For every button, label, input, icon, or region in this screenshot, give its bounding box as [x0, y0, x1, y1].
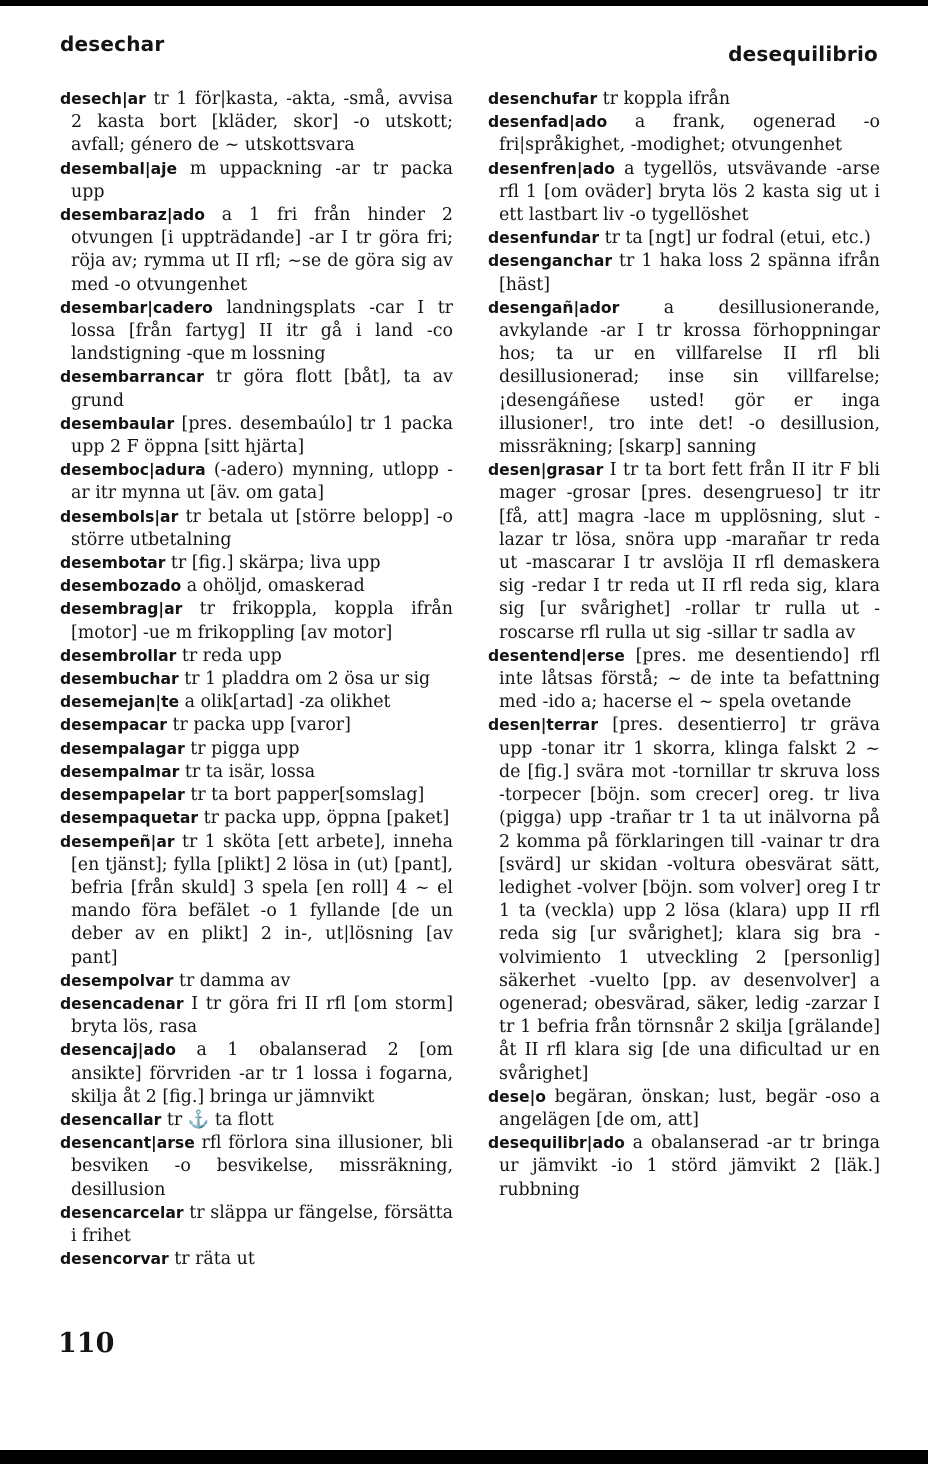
- entry-headword: desempeñ|ar: [60, 832, 175, 851]
- dictionary-entry: [60, 1202, 453, 1248]
- entry-headword: desembotar: [60, 554, 166, 573]
- dictionary-entry: [60, 552, 453, 575]
- entry-headword: desembarrancar: [60, 368, 204, 387]
- entry-definition: [pres. me desentiendo] rfl inte låtsas förstå; ~ de inte ta befattning med -ido a; hacerse el ~ spela ovetande: [499, 645, 880, 713]
- running-head-right: desequilibrio: [728, 42, 878, 66]
- entry-definition: tr räta ut: [168, 1249, 255, 1270]
- dictionary-entry: [60, 807, 453, 830]
- dictionary-entry: [60, 598, 453, 644]
- entry-definition: tr 1 för|kasta, -akta, -små, avvisa 2 kasta bort [kläder, skor] -o utskott; avfall; género de ~ utskottsvara: [71, 89, 453, 156]
- entry-headword: desech|ar: [60, 90, 146, 108]
- entry-headword: desenfundar: [488, 229, 600, 248]
- entry-headword: desen|grasar: [488, 461, 604, 480]
- entry-headword: desenchufar: [488, 90, 598, 108]
- dictionary-entry: [60, 1132, 453, 1202]
- entry-headword: desencaj|ado: [60, 1041, 176, 1060]
- entry-headword: desencant|arse: [60, 1134, 195, 1153]
- dictionary-entry: [60, 204, 453, 297]
- entry-headword: desencadenar: [60, 994, 184, 1013]
- dictionary-entry: [60, 738, 453, 761]
- entry-definition: a 1 fri från hinder 2 otvungen [i uppträdande] -ar I tr göra fri; röja av; rymma ut II rfl; ~se de göra sig av med -o otvungenhet: [71, 205, 453, 295]
- entry-headword: desempaquetar: [60, 809, 199, 828]
- entry-definition: tr pigga upp: [184, 738, 300, 759]
- entry-headword: desenfren|ado: [488, 159, 615, 178]
- entry-headword: desencorvar: [60, 1250, 169, 1269]
- entry-headword: desemejan|te: [60, 693, 180, 712]
- entry-definition: tr koppla ifrån: [597, 89, 731, 109]
- entry-headword: desencallar: [60, 1110, 162, 1129]
- entry-definition: tr ta [ngt] ur fodral (etui, etc.): [599, 228, 871, 249]
- entry-definition: tr 1 pladdra om 2 ösa ur sig: [178, 669, 431, 690]
- entry-definition: I tr ta bort fett från II itr F bli mager -grosar [pres. desengrueso] tr itr [få, att] magra -lace m upplösning, slut -lazar tr lösa, snöra upp -marañar tr reda ut -mascarar I tr avslöja II rfl demaskera sig -redar I tr reda ut II rfl reda sig, klara sig [ur svårighet] -rollar tr rulla ut -roscarse rfl rulla ut sig -sillar tr sadla av: [499, 460, 880, 643]
- entry-headword: desengañ|ador: [488, 298, 620, 317]
- dictionary-entry: [60, 297, 453, 367]
- entry-definition: a desillusionerande, avkylande -ar I tr krossa förhoppningar hos; ta ur en villfarelse II rfl bli desillusionerad; inse sin villfarelse; ¡desengáñese usted! gör er inga illusioner!, tro inte det! -o desillusion, missräkning; [skarp] sanning: [499, 297, 880, 458]
- entry-definition: (-adero) mynning, utlopp -ar itr mynna ut [äv. om gata]: [71, 460, 453, 504]
- entry-headword: desempacar: [60, 716, 167, 735]
- entry-definition: [pres. desembaúlo] tr 1 packa upp 2 F öppna [sitt hjärta]: [71, 413, 453, 458]
- entry-definition: tr packa upp, öppna [paket]: [198, 808, 450, 829]
- dictionary-entry: [60, 506, 453, 552]
- entry-headword: desembaular: [60, 414, 175, 433]
- dictionary-entry: [60, 366, 453, 412]
- dictionary-entry: [60, 761, 453, 784]
- entry-definition: tr packa upp [varor]: [167, 715, 351, 736]
- dictionary-entry: [488, 297, 880, 459]
- dictionary-entry: [60, 158, 453, 204]
- dictionary-entry: [60, 831, 453, 970]
- dictionary-entry: [60, 668, 453, 691]
- entry-headword: desembar|cadero: [60, 298, 213, 317]
- entry-headword: desenganchar: [488, 252, 613, 271]
- entry-definition: tr damma av: [173, 970, 291, 991]
- entry-definition: a obalanserad -ar tr bringa ur jämvikt -io 1 störd jämvikt 2 [läk.] rubbning: [499, 1133, 880, 1200]
- dictionary-entry: [488, 714, 880, 1085]
- entry-headword: desembols|ar: [60, 507, 179, 526]
- entry-headword: desempolvar: [60, 971, 174, 990]
- dictionary-entry: [488, 88, 880, 111]
- entry-headword: desencarcelar: [60, 1203, 184, 1222]
- entry-headword: desembaraz|ado: [60, 206, 205, 225]
- scan-bottom-edge: [0, 1450, 928, 1464]
- entry-headword: desentend|erse: [488, 646, 625, 665]
- entry-definition: tr reda upp: [176, 645, 282, 666]
- entry-definition: tr 1 sköta [ett arbete], inneha [en tjänst]; fylla [plikt] 2 lösa in (ut) [pant], befria [från skuld] 3 spela [en roll] 4 ~ el mando föra befälet -o 1 fyllande [de un deber av en plikt] 2 in-, ut|lösning [av pant]: [71, 831, 453, 968]
- dictionary-entry: [488, 158, 880, 228]
- dictionary-entry: [60, 88, 453, 158]
- entry-headword: desempapelar: [60, 786, 185, 805]
- entry-definition: tr ta bort papper[somslag]: [184, 785, 425, 806]
- entry-headword: dese|o: [488, 1087, 547, 1106]
- entry-definition: tr ⚓ ta flott: [161, 1109, 274, 1130]
- dictionary-entry: [60, 459, 453, 505]
- dictionary-entry: [488, 1132, 880, 1202]
- dictionary-entry: [60, 1109, 453, 1132]
- dictionary-entry: [60, 784, 453, 807]
- dictionary-entry: [488, 459, 880, 645]
- entry-definition: I tr göra fri II rfl [om storm] bryta lös, rasa: [71, 993, 453, 1038]
- entry-definition: tr [fig.] skärpa; liva upp: [165, 553, 381, 574]
- entry-definition: a tygellös, utsvävande -arse rfl 1 [om oväder] bryta lös 2 kasta sig ut i ett lastbart liv -o tygellöshet: [499, 158, 880, 226]
- left-column: [60, 88, 453, 1271]
- entry-headword: desen|terrar: [488, 716, 599, 735]
- dictionary-entry: [60, 575, 453, 598]
- entry-definition: begäran, önskan; lust, begär -oso a angelägen [de om, att]: [499, 1086, 880, 1130]
- entry-headword: desempalmar: [60, 762, 180, 781]
- dictionary-entry: [488, 250, 880, 296]
- dictionary-entry: [60, 714, 453, 737]
- entry-headword: desempalagar: [60, 739, 185, 758]
- running-head-left: desechar: [60, 32, 165, 56]
- entry-headword: desembrollar: [60, 646, 177, 665]
- entry-headword: desembrag|ar: [60, 600, 183, 619]
- dictionary-entry: [488, 227, 880, 250]
- entry-headword: desenfad|ado: [488, 113, 608, 132]
- dictionary-entry: [60, 413, 453, 459]
- page-number: 110: [58, 1328, 115, 1359]
- entry-headword: desembuchar: [60, 670, 179, 689]
- dictionary-entry: [488, 645, 880, 715]
- dictionary-entry: [60, 691, 453, 714]
- entry-definition: tr släppa ur fängelse, försätta i frihet: [71, 1202, 453, 1246]
- dictionary-entry: [60, 1039, 453, 1109]
- scan-top-edge: [0, 0, 928, 6]
- entry-definition: tr göra flott [båt], ta av grund: [71, 367, 453, 411]
- entry-headword: desequilibr|ado: [488, 1134, 625, 1153]
- entry-definition: a olik[artad] -za olikhet: [179, 692, 391, 713]
- dictionary-entry: [60, 993, 453, 1039]
- entry-headword: desemboc|adura: [60, 461, 206, 480]
- dictionary-entry: [60, 1248, 453, 1271]
- entry-definition: [pres. desentierro] tr gräva upp -tonar itr 1 skorra, klinga falskt 2 ~ de [fig.] svära mot -tornillar tr skruva loss -torpecer [böjn. som crecer] oreg. tr liva (pigga) upp -trañar tr 1 ta ut inälvorna på 2 komma på förklaringen till -vainar tr dra [svärd] ur skidan -voltura obesvärat sätt, ledighet -volver [böjn. som volver] oreg I tr 1 ta (veckla) upp 2 lösa (klara) upp II rfl reda sig [ur svårighet]; klara sig bra -volvimiento 1 utveckling 2 [personlig] säkerhet -vuelto [pp. av desenvolver] a ogenerad; obesvärad, säker, ledig -zarzar I tr 1 befria från törnsnår 2 skilja [grälande] åt II rfl klara sig [de una dificultad ur en svårighet]: [499, 715, 880, 1084]
- dictionary-entry: [60, 970, 453, 993]
- entry-definition: tr ta isär, lossa: [179, 761, 316, 782]
- right-column: [488, 88, 880, 1202]
- entry-definition: a frank, ogenerad -o fri|språkighet, -modighet; otvungenhet: [499, 112, 880, 156]
- entry-definition: landningsplats -car I tr lossa [från fartyg] II itr gå i land -co landstigning -que m lossning: [71, 297, 453, 365]
- entry-definition: tr frikoppla, koppla ifrån [motor] -ue m frikoppling [av motor]: [71, 599, 453, 643]
- entry-headword: desembozado: [60, 577, 182, 596]
- dictionary-entry: [60, 645, 453, 668]
- entry-definition: rfl förlora sina illusioner, bli besviken -o besvikelse, missräkning, desillusion: [71, 1133, 453, 1200]
- entry-definition: m uppackning -ar tr packa upp: [71, 158, 453, 202]
- entry-definition: a 1 obalanserad 2 [om ansikte] förvriden -ar tr 1 lossa i fogarna, skilja åt 2 [fig.] bringa ur jämnvikt: [71, 1040, 453, 1107]
- entry-definition: a ohöljd, omaskerad: [181, 576, 365, 597]
- entry-headword: desembal|aje: [60, 159, 178, 178]
- entry-definition: tr 1 haka loss 2 spänna ifrån [häst]: [499, 251, 880, 295]
- entry-definition: tr betala ut [större belopp] -o större utbetalning: [71, 506, 453, 550]
- dictionary-entry: [488, 111, 880, 157]
- dictionary-entry: [488, 1086, 880, 1132]
